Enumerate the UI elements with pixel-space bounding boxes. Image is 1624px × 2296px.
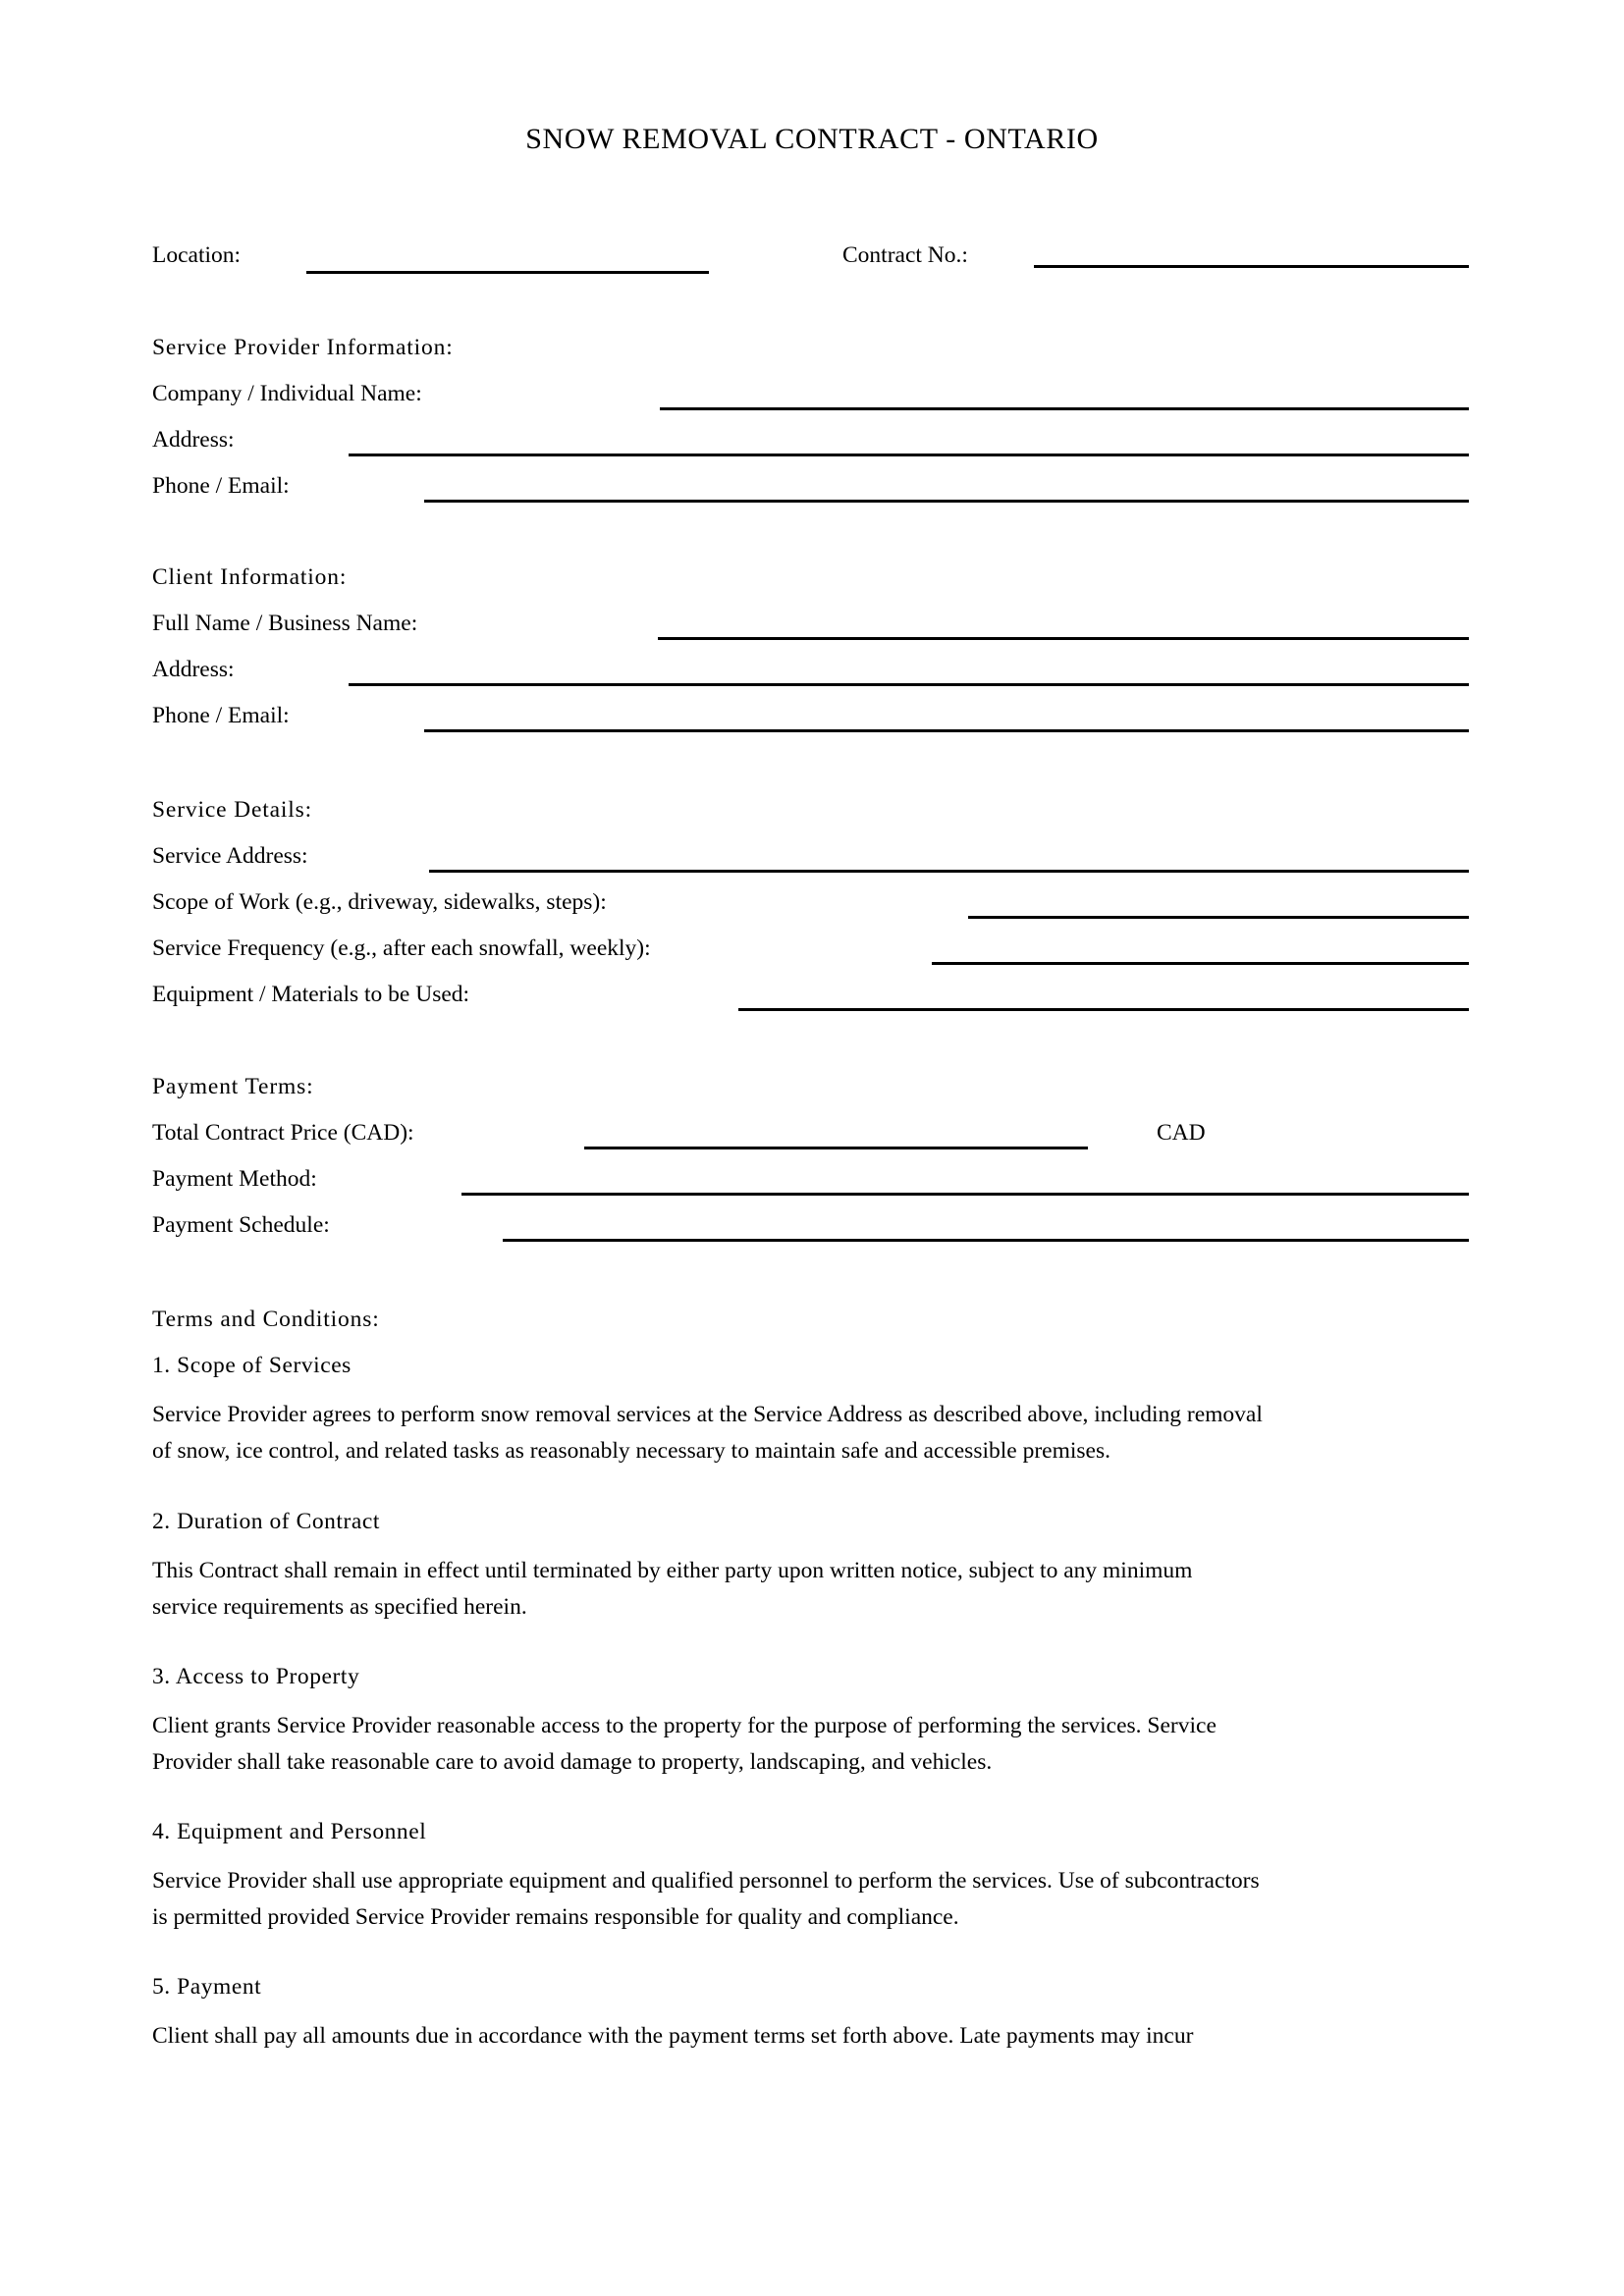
location-label: Location: bbox=[152, 242, 242, 268]
field-label-payment-method: Payment Method: bbox=[152, 1166, 317, 1192]
field-label-scope-of-work: Scope of Work (e.g., driveway, sidewalks, steps): bbox=[152, 889, 607, 915]
section-heading-service-provider: Service Provider Information: bbox=[152, 335, 454, 360]
clause-body-4-line-2: is permitted provided Service Provider remains responsible for quality and compliance. bbox=[152, 1904, 959, 1930]
section-heading-service-details: Service Details: bbox=[152, 797, 313, 823]
client-address-input-rule[interactable] bbox=[349, 683, 1469, 686]
currency-suffix-cad: CAD bbox=[1157, 1120, 1206, 1146]
field-label-client-address: Address: bbox=[152, 657, 235, 682]
scope-of-work-input-rule[interactable] bbox=[968, 916, 1469, 919]
contract-no-label: Contract No.: bbox=[842, 242, 968, 268]
section-heading-client: Client Information: bbox=[152, 564, 348, 590]
client-full-name-input-rule[interactable] bbox=[658, 637, 1469, 640]
clause-body-1-line-1: Service Provider agrees to perform snow removal services at the Service Address as described above, including removal bbox=[152, 1402, 1263, 1427]
provider-address-input-rule[interactable] bbox=[349, 454, 1469, 456]
field-label-service-address: Service Address: bbox=[152, 843, 308, 869]
clause-body-3-line-2: Provider shall take reasonable care to avoid damage to property, landscaping, and vehicles. bbox=[152, 1749, 993, 1775]
service-frequency-input-rule[interactable] bbox=[932, 962, 1469, 965]
clause-heading-1: 1. Scope of Services bbox=[152, 1353, 352, 1378]
total-contract-price-input-rule[interactable] bbox=[584, 1147, 1088, 1149]
service-address-input-rule[interactable] bbox=[429, 870, 1469, 873]
equipment-materials-input-rule[interactable] bbox=[738, 1008, 1469, 1011]
field-label-payment-schedule: Payment Schedule: bbox=[152, 1212, 330, 1238]
field-label-provider-phone-email: Phone / Email: bbox=[152, 473, 290, 499]
field-label-client-full-name: Full Name / Business Name: bbox=[152, 611, 418, 636]
clause-heading-3: 3. Access to Property bbox=[152, 1664, 360, 1689]
clause-body-2-line-2: service requirements as specified herein. bbox=[152, 1594, 527, 1620]
provider-phone-email-input-rule[interactable] bbox=[424, 500, 1469, 503]
clause-heading-2: 2. Duration of Contract bbox=[152, 1509, 380, 1534]
clause-body-5-line-1: Client shall pay all amounts due in accordance with the payment terms set forth above. Late payments may incur bbox=[152, 2023, 1194, 2049]
payment-schedule-input-rule[interactable] bbox=[503, 1239, 1469, 1242]
field-label-service-frequency: Service Frequency (e.g., after each snowfall, weekly): bbox=[152, 935, 651, 961]
field-label-equipment-materials: Equipment / Materials to be Used: bbox=[152, 982, 470, 1007]
clause-heading-4: 4. Equipment and Personnel bbox=[152, 1819, 427, 1844]
page-title: SNOW REMOVAL CONTRACT - ONTARIO bbox=[525, 123, 1099, 155]
field-label-client-phone-email: Phone / Email: bbox=[152, 703, 290, 728]
client-phone-email-input-rule[interactable] bbox=[424, 729, 1469, 732]
field-label-total-contract-price: Total Contract Price (CAD): bbox=[152, 1120, 414, 1146]
location-input-rule[interactable] bbox=[306, 271, 709, 274]
clause-body-1-line-2: of snow, ice control, and related tasks as reasonably necessary to maintain safe and accessible premises. bbox=[152, 1438, 1110, 1464]
company-name-input-rule[interactable] bbox=[660, 407, 1469, 410]
clause-body-3-line-1: Client grants Service Provider reasonable access to the property for the purpose of performing the services. Service bbox=[152, 1713, 1217, 1738]
section-heading-payment-terms: Payment Terms: bbox=[152, 1074, 314, 1099]
contract-no-input-rule[interactable] bbox=[1034, 265, 1469, 268]
field-label-company-name: Company / Individual Name: bbox=[152, 381, 422, 406]
field-label-provider-address: Address: bbox=[152, 427, 235, 453]
clause-heading-5: 5. Payment bbox=[152, 1974, 262, 2000]
clause-body-2-line-1: This Contract shall remain in effect until terminated by either party upon written notice, subject to any minimum bbox=[152, 1558, 1193, 1583]
payment-method-input-rule[interactable] bbox=[461, 1193, 1469, 1196]
clause-body-4-line-1: Service Provider shall use appropriate equipment and qualified personnel to perform the services. Use of subcontractors bbox=[152, 1868, 1260, 1894]
terms-and-conditions-heading: Terms and Conditions: bbox=[152, 1307, 380, 1332]
